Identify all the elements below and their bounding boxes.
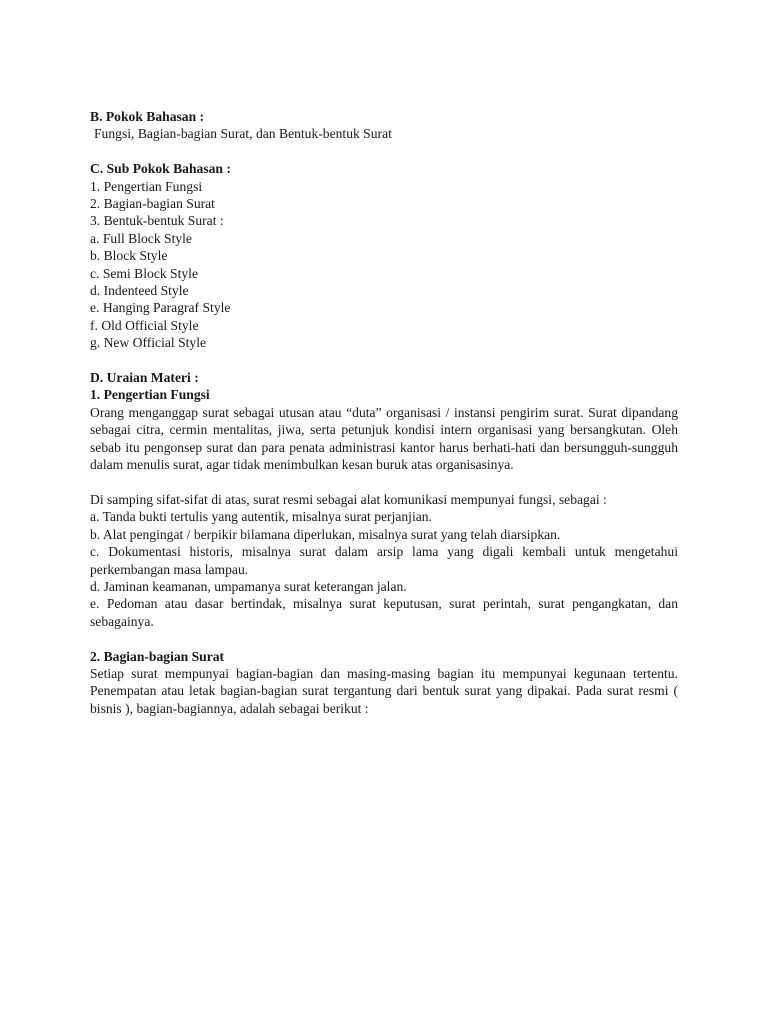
list-item: b. Block Style <box>90 248 168 264</box>
list-item: g. New Official Style <box>90 335 207 351</box>
subsection-2-heading: 2. Bagian-bagian Surat <box>90 648 225 664</box>
list-item: a. Full Block Style <box>90 230 192 246</box>
paragraph: Di samping sifat-sifat di atas, surat resmi sebagai alat komunikasi mempunyai fungsi, sebagai : <box>90 491 607 507</box>
document-body <box>90 108 678 717</box>
paragraph: Setiap surat mempunyai bagian-bagian dan masing-masing bagian itu mempunyai kegunaan tertentu. Penempatan atau letak bagian-bagian surat tergantung dari bentuk surat yang dipakai. Pada surat resmi ( bisnis ), bagian-bagiannya, adalah sebagai berikut : <box>90 665 678 716</box>
subsection-1-heading: 1. Pengertian Fungsi <box>90 387 210 403</box>
spacer <box>90 630 678 647</box>
spacer <box>90 143 678 160</box>
section-d-heading: D. Uraian Materi : <box>90 370 199 386</box>
list-item: d. Indenteed Style <box>90 283 189 299</box>
section-c-heading: C. Sub Pokok Bahasan : <box>90 161 231 177</box>
spacer <box>90 474 678 491</box>
list-item: a. Tanda bukti tertulis yang autentik, misalnya surat perjanjian. <box>90 509 432 525</box>
list-item: e. Hanging Paragraf Style <box>90 300 231 316</box>
section-b-text: Fungsi, Bagian-bagian Surat, dan Bentuk-bentuk Surat <box>94 126 392 142</box>
list-item: c. Semi Block Style <box>90 265 198 281</box>
list-item: 3. Bentuk-bentuk Surat : <box>90 213 224 229</box>
paragraph: Orang menganggap surat sebagai utusan atau “duta” organisasi / instansi pengirim surat. Surat dipandang sebagai citra, cermin mentalitas, jiwa, serta petunjuk kondisi intern organisasi yang bersangkutan. Oleh sebab itu pengonsep surat dan para penata administrasi kantor harus berhati-hati dan bersungguh-sungguh dalam menulis surat, agar tidak menimbulkan kesan buruk atas organisasinya. <box>90 404 678 473</box>
list-item: b. Alat pengingat / berpikir bilamana diperlukan, misalnya surat yang telah diarsipkan. <box>90 526 561 542</box>
list-item: 1. Pengertian Fungsi <box>90 178 203 194</box>
list-item: e. Pedoman atau dasar bertindak, misalnya surat keputusan, surat perintah, surat pengangkatan, dan sebagainya. <box>90 596 678 629</box>
spacer <box>90 352 678 369</box>
list-item: d. Jaminan keamanan, umpamanya surat keterangan jalan. <box>90 578 407 594</box>
list-item: 2. Bagian-bagian Surat <box>90 196 215 212</box>
list-item: c. Dokumentasi historis, misalnya surat dalam arsip lama yang digali kembali untuk mengetahui perkembangan masa lampau. <box>90 544 678 577</box>
list-item: f. Old Official Style <box>90 317 199 333</box>
section-b-heading: B. Pokok Bahasan : <box>90 109 205 124</box>
